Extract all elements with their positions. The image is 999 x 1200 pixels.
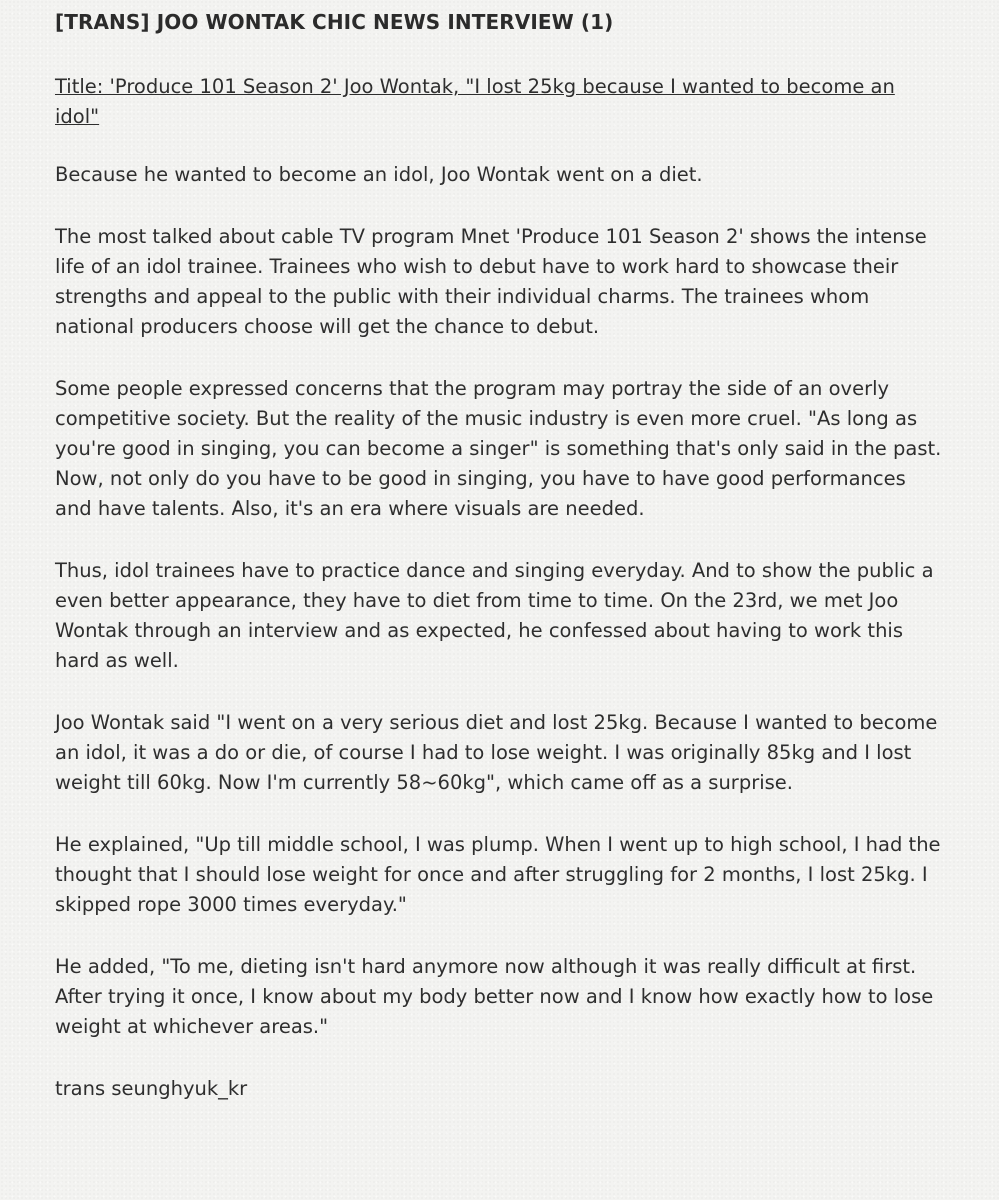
paragraph-5: Joo Wontak said "I went on a very serious diet and lost 25kg. Because I wanted to become an idol, it was a do or die, of course I had to lose weight. I was originally 85kg and I lost weight till 60kg. Now I'm currently 58~60kg", which came off as a surprise.	[55, 711, 938, 794]
paragraph-3: Some people expressed concerns that the program may portray the side of an overly competitive society. But the reality of the music industry is even more cruel. "As long as you're good in singing, you can become a singer" is something that's only said in the past. Now, not only do you have to be good in singing, you have to have good performances and have talents. Also, it's an era where visuals are needed.	[55, 377, 942, 520]
paragraph-7: He added, "To me, dieting isn't hard anymore now although it was really difficult at first. After trying it once, I know about my body better now and I know how exactly how to lose weight at whichever areas."	[55, 955, 934, 1038]
article-headline: Title: 'Produce 101 Season 2' Joo Wontak, "I lost 25kg because I wanted to become an idol"	[55, 75, 895, 128]
translator-credit: trans seunghyuk_kr	[55, 1077, 248, 1100]
paragraph-4: Thus, idol trainees have to practice dance and singing everyday. And to show the public a even better appearance, they have to diet from time to time. On the 23rd, we met Joo Wontak through an interview and as expected, he confessed about having to work this hard as well.	[55, 559, 934, 672]
paragraph-2: The most talked about cable TV program Mnet 'Produce 101 Season 2' shows the intense life of an idol trainee. Trainees who wish to debut have to work hard to showcase their strengths and appeal to the public with their individual charms. The trainees whom national producers choose will get the chance to debut.	[55, 225, 927, 338]
document-title: [TRANS] JOO WONTAK CHIC NEWS INTERVIEW (1)	[55, 10, 614, 34]
paragraph-6: He explained, "Up till middle school, I was plump. When I went up to high school, I had the thought that I should lose weight for once and after struggling for 2 months, I lost 25kg. I skipped rope 3000 times everyday."	[55, 833, 941, 916]
paragraph-1: Because he wanted to become an idol, Joo Wontak went on a diet.	[55, 163, 703, 186]
